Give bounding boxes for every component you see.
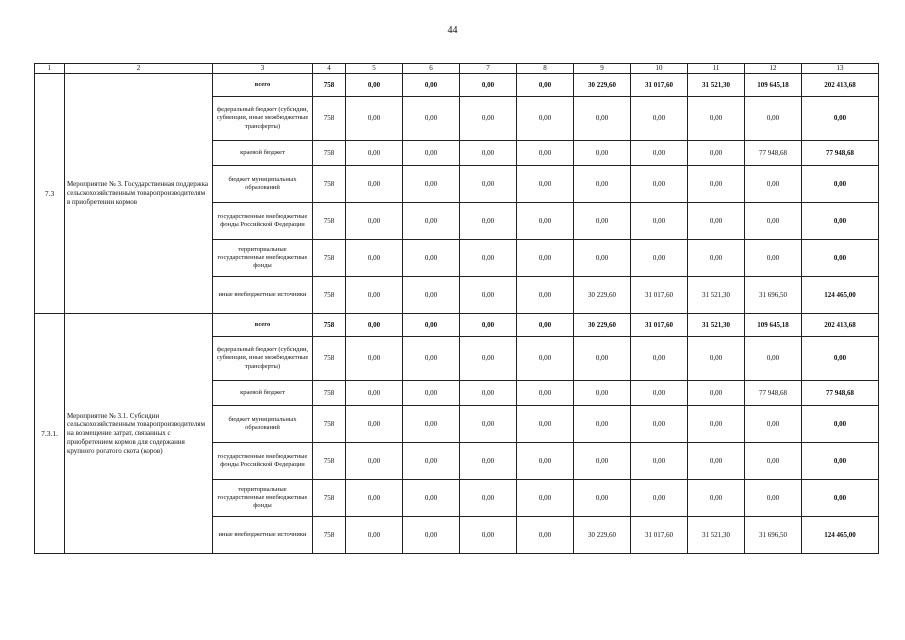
value-cell: 0,00 — [688, 166, 745, 203]
value-cell: 0,00 — [346, 480, 403, 517]
value-cell: 0,00 — [460, 240, 517, 277]
value-cell: 0,00 — [574, 337, 631, 381]
funding-source: федеральный бюджет (субсидии, субвенции, иные межбюджетные трансферты) — [213, 337, 313, 381]
value-cell: 0,00 — [346, 97, 403, 141]
total-value: 0,00 — [802, 97, 879, 141]
value-cell: 31 017,60 — [631, 517, 688, 554]
value-cell: 0,00 — [346, 166, 403, 203]
column-number: 8 — [517, 64, 574, 74]
value-cell: 0,00 — [517, 517, 574, 554]
total-value: 0,00 — [802, 166, 879, 203]
value-cell: 77 948,68 — [745, 141, 802, 166]
value-cell: 30 229,60 — [574, 74, 631, 97]
total-value: 0,00 — [802, 240, 879, 277]
value-cell: 77 948,68 — [745, 381, 802, 406]
value-cell: 0,00 — [574, 166, 631, 203]
funding-source: территориальные государственные внебюджетные фонды — [213, 480, 313, 517]
value-cell: 0,00 — [460, 277, 517, 314]
total-value: 202 413,68 — [802, 74, 879, 97]
value-cell: 0,00 — [460, 74, 517, 97]
value-cell: 758 — [313, 97, 346, 141]
column-number: 12 — [745, 64, 802, 74]
value-cell: 0,00 — [460, 314, 517, 337]
value-cell: 31 696,50 — [745, 517, 802, 554]
value-cell: 0,00 — [631, 480, 688, 517]
value-cell: 31 017,60 — [631, 74, 688, 97]
value-cell: 0,00 — [517, 337, 574, 381]
value-cell: 0,00 — [346, 141, 403, 166]
value-cell: 0,00 — [574, 381, 631, 406]
value-cell: 0,00 — [403, 381, 460, 406]
value-cell: 31 521,30 — [688, 277, 745, 314]
value-cell: 0,00 — [517, 480, 574, 517]
funding-source: иные внебюджетные источники — [213, 517, 313, 554]
value-cell: 0,00 — [403, 203, 460, 240]
value-cell: 31 521,30 — [688, 314, 745, 337]
value-cell: 109 645,18 — [745, 314, 802, 337]
value-cell: 0,00 — [688, 381, 745, 406]
value-cell: 0,00 — [517, 74, 574, 97]
value-cell: 758 — [313, 166, 346, 203]
total-value: 0,00 — [802, 203, 879, 240]
value-cell: 758 — [313, 240, 346, 277]
value-cell: 0,00 — [631, 240, 688, 277]
value-cell: 0,00 — [745, 97, 802, 141]
value-cell: 0,00 — [745, 443, 802, 480]
value-cell: 0,00 — [346, 517, 403, 554]
section-title: Мероприятие № 3. Государственная поддержка сельскохозяйственным товаропроизводителям в приобретении кормов — [65, 74, 213, 314]
column-number: 5 — [346, 64, 403, 74]
value-cell: 0,00 — [403, 277, 460, 314]
value-cell: 758 — [313, 203, 346, 240]
column-number: 1 — [35, 64, 65, 74]
funding-source: иные внебюджетные источники — [213, 277, 313, 314]
value-cell: 758 — [313, 406, 346, 443]
value-cell: 0,00 — [745, 480, 802, 517]
column-number: 3 — [213, 64, 313, 74]
value-cell: 0,00 — [460, 381, 517, 406]
value-cell: 31 017,60 — [631, 277, 688, 314]
value-cell: 0,00 — [460, 406, 517, 443]
value-cell: 0,00 — [745, 166, 802, 203]
value-cell: 0,00 — [403, 443, 460, 480]
value-cell: 758 — [313, 141, 346, 166]
column-number: 11 — [688, 64, 745, 74]
value-cell: 0,00 — [460, 443, 517, 480]
value-cell: 758 — [313, 443, 346, 480]
value-cell: 0,00 — [517, 240, 574, 277]
value-cell: 0,00 — [460, 203, 517, 240]
value-cell: 0,00 — [688, 203, 745, 240]
value-cell: 0,00 — [631, 203, 688, 240]
value-cell: 0,00 — [346, 203, 403, 240]
section-index: 7.3 — [35, 74, 65, 314]
funding-source: государственные внебюджетные фонды Российской Федерации — [213, 443, 313, 480]
value-cell: 0,00 — [460, 337, 517, 381]
value-cell: 0,00 — [403, 337, 460, 381]
value-cell: 0,00 — [688, 97, 745, 141]
value-cell: 0,00 — [745, 240, 802, 277]
table-row — [35, 74, 879, 97]
value-cell: 758 — [313, 381, 346, 406]
value-cell: 0,00 — [688, 406, 745, 443]
value-cell: 0,00 — [574, 406, 631, 443]
funding-source: всего — [213, 74, 313, 97]
value-cell: 0,00 — [403, 97, 460, 141]
funding-source: краевой бюджет — [213, 381, 313, 406]
value-cell: 0,00 — [631, 443, 688, 480]
column-number: 6 — [403, 64, 460, 74]
total-value: 0,00 — [802, 480, 879, 517]
value-cell: 0,00 — [517, 141, 574, 166]
value-cell: 0,00 — [346, 74, 403, 97]
value-cell: 758 — [313, 337, 346, 381]
column-number: 4 — [313, 64, 346, 74]
section-title: Мероприятие № 3.1. Субсидии сельскохозяйственным товаропроизводителям на возмещение затрат, связанных с приобретением кормов для содержания крупного рогатого скота (коров) — [65, 314, 213, 554]
column-number: 9 — [574, 64, 631, 74]
value-cell: 0,00 — [631, 141, 688, 166]
section-index: 7.3.1. — [35, 314, 65, 554]
column-number: 2 — [65, 64, 213, 74]
value-cell: 0,00 — [631, 406, 688, 443]
value-cell: 0,00 — [745, 203, 802, 240]
total-value: 124 465,00 — [802, 517, 879, 554]
value-cell: 0,00 — [745, 337, 802, 381]
value-cell: 0,00 — [688, 240, 745, 277]
value-cell: 0,00 — [460, 141, 517, 166]
value-cell: 30 229,60 — [574, 277, 631, 314]
column-number: 13 — [802, 64, 879, 74]
value-cell: 0,00 — [517, 381, 574, 406]
value-cell: 30 229,60 — [574, 517, 631, 554]
value-cell: 0,00 — [517, 314, 574, 337]
value-cell: 0,00 — [517, 443, 574, 480]
total-value: 0,00 — [802, 406, 879, 443]
value-cell: 0,00 — [346, 337, 403, 381]
value-cell: 0,00 — [460, 97, 517, 141]
total-value: 77 948,68 — [802, 381, 879, 406]
column-number: 7 — [460, 64, 517, 74]
total-value: 202 413,68 — [802, 314, 879, 337]
value-cell: 0,00 — [346, 277, 403, 314]
value-cell: 31 521,30 — [688, 74, 745, 97]
value-cell: 0,00 — [460, 166, 517, 203]
value-cell: 0,00 — [403, 406, 460, 443]
column-number: 10 — [631, 64, 688, 74]
value-cell: 0,00 — [460, 517, 517, 554]
value-cell: 758 — [313, 74, 346, 97]
value-cell: 0,00 — [574, 443, 631, 480]
value-cell: 31 521,30 — [688, 517, 745, 554]
value-cell: 0,00 — [745, 406, 802, 443]
value-cell: 0,00 — [517, 97, 574, 141]
value-cell: 0,00 — [403, 240, 460, 277]
value-cell: 0,00 — [460, 480, 517, 517]
funding-source: государственные внебюджетные фонды Российской Федерации — [213, 203, 313, 240]
page-number: 44 — [447, 25, 458, 36]
value-cell: 0,00 — [688, 141, 745, 166]
value-cell: 30 229,60 — [574, 314, 631, 337]
value-cell: 0,00 — [403, 517, 460, 554]
total-value: 124 465,00 — [802, 277, 879, 314]
value-cell: 0,00 — [631, 381, 688, 406]
value-cell: 0,00 — [574, 141, 631, 166]
value-cell: 31 696,50 — [745, 277, 802, 314]
value-cell: 31 017,60 — [631, 314, 688, 337]
value-cell: 0,00 — [631, 337, 688, 381]
value-cell: 0,00 — [688, 337, 745, 381]
funding-source: краевой бюджет — [213, 141, 313, 166]
value-cell: 0,00 — [688, 480, 745, 517]
total-value: 0,00 — [802, 443, 879, 480]
value-cell: 0,00 — [688, 443, 745, 480]
funding-source: всего — [213, 314, 313, 337]
value-cell: 0,00 — [574, 97, 631, 141]
value-cell: 0,00 — [574, 203, 631, 240]
value-cell: 0,00 — [346, 314, 403, 337]
funding-source: бюджет муниципальных образований — [213, 166, 313, 203]
funding-source: федеральный бюджет (субсидии, субвенции, иные межбюджетные трансферты) — [213, 97, 313, 141]
value-cell: 0,00 — [517, 406, 574, 443]
value-cell: 0,00 — [517, 166, 574, 203]
value-cell: 0,00 — [346, 443, 403, 480]
value-cell: 0,00 — [631, 166, 688, 203]
value-cell: 0,00 — [517, 277, 574, 314]
value-cell: 0,00 — [346, 381, 403, 406]
total-value: 77 948,68 — [802, 141, 879, 166]
budget-table — [34, 63, 879, 554]
funding-source: бюджет муниципальных образований — [213, 406, 313, 443]
value-cell: 0,00 — [346, 406, 403, 443]
value-cell: 758 — [313, 480, 346, 517]
value-cell: 758 — [313, 277, 346, 314]
value-cell: 0,00 — [517, 203, 574, 240]
value-cell: 0,00 — [403, 74, 460, 97]
value-cell: 0,00 — [403, 480, 460, 517]
funding-source: территориальные государственные внебюджетные фонды — [213, 240, 313, 277]
value-cell: 0,00 — [574, 480, 631, 517]
value-cell: 0,00 — [403, 166, 460, 203]
value-cell: 0,00 — [346, 240, 403, 277]
value-cell: 0,00 — [631, 97, 688, 141]
table-row — [35, 314, 879, 337]
value-cell: 0,00 — [574, 240, 631, 277]
value-cell: 758 — [313, 517, 346, 554]
total-value: 0,00 — [802, 337, 879, 381]
header-row — [35, 64, 879, 74]
value-cell: 109 645,18 — [745, 74, 802, 97]
value-cell: 758 — [313, 314, 346, 337]
value-cell: 0,00 — [403, 141, 460, 166]
value-cell: 0,00 — [403, 314, 460, 337]
